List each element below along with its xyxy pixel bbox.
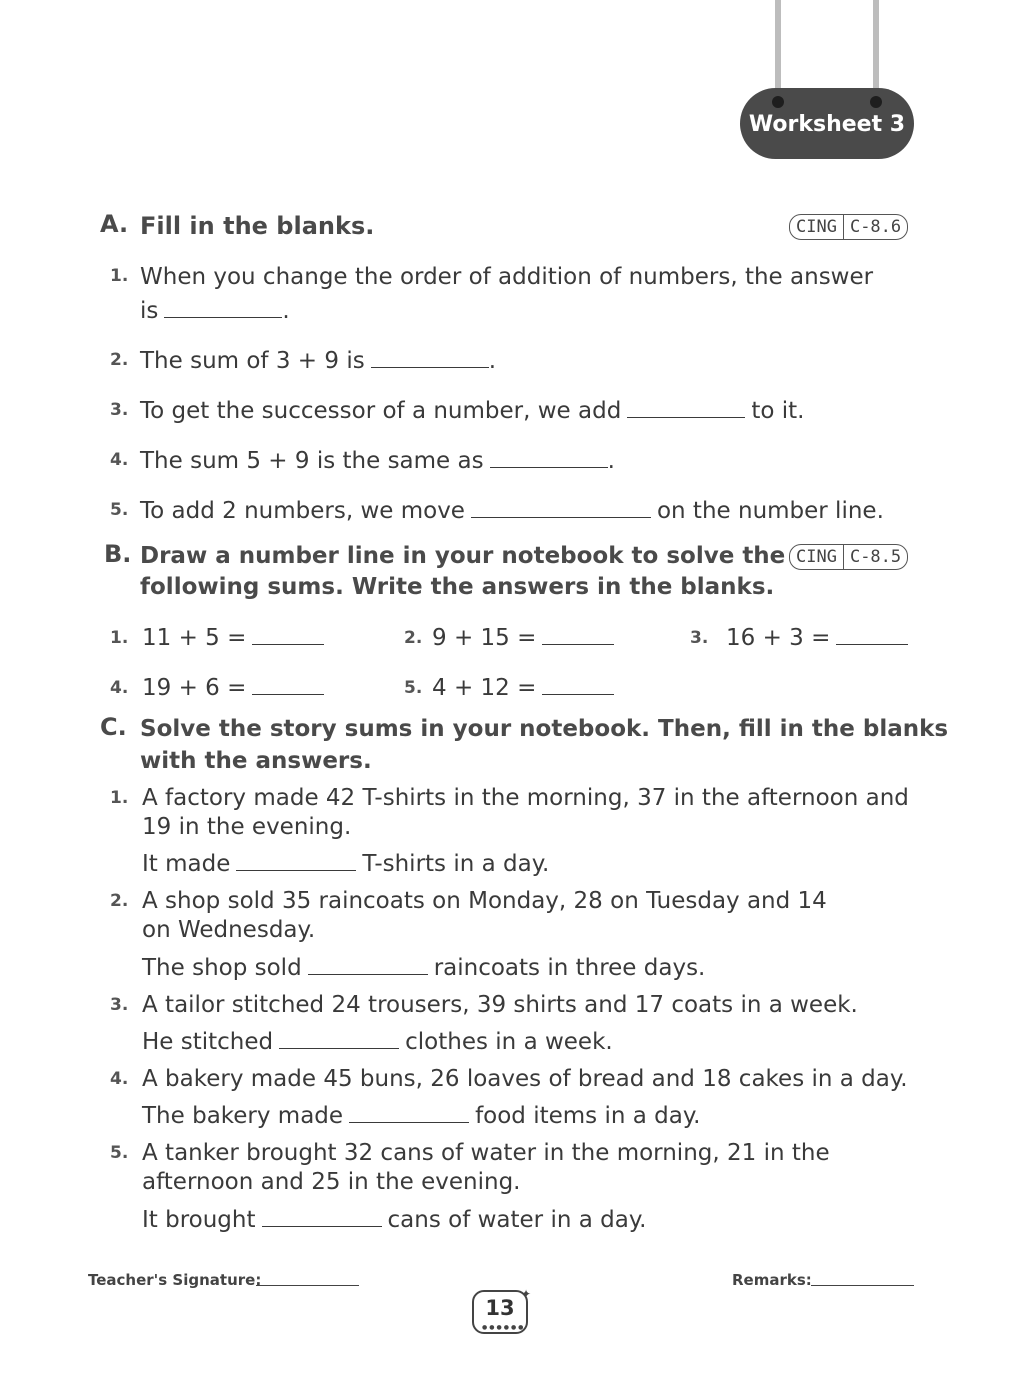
page-number: 13 <box>485 1296 515 1320</box>
teacher-signature-line[interactable] <box>256 1285 359 1286</box>
b-item-3-blank[interactable] <box>836 643 908 645</box>
c-item-2-answer-line: The shop sold raincoats in three days. <box>142 955 706 981</box>
c-item-4-line-1: A bakery made 45 buns, 26 loaves of bread and 18 cakes in a day. <box>142 1066 908 1092</box>
section-b-title-line-2: following sums. Write the answers in the blanks. <box>140 574 775 600</box>
b-item-1-num: 1. <box>110 628 129 648</box>
a-item-1-blank[interactable] <box>164 316 282 318</box>
worksheet-tag <box>740 88 914 159</box>
section-c-letter: C. <box>100 713 127 741</box>
c-item-2-line-1: A shop sold 35 raincoats on Monday, 28 on Tuesday and 14 <box>142 888 827 914</box>
page-number-badge <box>472 1290 528 1334</box>
a-item-4-text: The sum 5 + 9 is the same as . <box>140 448 615 474</box>
c-item-1-blank[interactable] <box>236 869 356 871</box>
c-item-5-line-2: afternoon and 25 in the evening. <box>142 1169 521 1195</box>
c-item-3-blank[interactable] <box>279 1047 399 1049</box>
a-item-4-num: 4. <box>110 450 129 470</box>
c-item-3-answer-line: He stitched clothes in a week. <box>142 1029 613 1055</box>
section-b-cing-badge: CING C-8.5 <box>789 544 908 570</box>
b-item-5-num: 5. <box>404 678 423 698</box>
b-item-4-blank[interactable] <box>252 693 324 695</box>
b-item-3-num: 3. <box>690 628 709 648</box>
a-item-2-text: The sum of 3 + 9 is . <box>140 348 497 374</box>
c-item-3-num: 3. <box>110 995 129 1015</box>
c-item-5-blank[interactable] <box>262 1225 382 1227</box>
c-item-4-blank[interactable] <box>349 1121 469 1123</box>
b-item-2-blank[interactable] <box>542 643 614 645</box>
a-item-3-text: To get the successor of a number, we add to it. <box>140 398 805 424</box>
c-item-5-line-1: A tanker brought 32 cans of water in the morning, 21 in the <box>142 1140 830 1166</box>
remarks-label: Remarks: <box>732 1271 812 1289</box>
section-b-title-line-1: Draw a number line in your notebook to solve the <box>140 543 786 569</box>
c-item-1-num: 1. <box>110 788 129 808</box>
a-item-2-num: 2. <box>110 350 129 370</box>
a-item-5-num: 5. <box>110 500 129 520</box>
hanging-string-right <box>873 0 879 98</box>
hanging-string-left <box>775 0 781 98</box>
b-item-3-text: 16 + 3 = <box>726 623 914 653</box>
section-a-title: Fill in the blanks. <box>140 212 375 240</box>
star-icon: ✦ <box>521 1287 532 1301</box>
c-item-2-num: 2. <box>110 891 129 911</box>
c-item-2-line-2: on Wednesday. <box>142 917 316 943</box>
a-item-3-num: 3. <box>110 400 129 420</box>
tag-hole-right <box>870 96 882 108</box>
c-item-5-num: 5. <box>110 1143 129 1163</box>
tag-hole-left <box>772 96 784 108</box>
a-item-2-blank[interactable] <box>371 366 489 368</box>
c-item-1-line-1: A factory made 42 T-shirts in the morning, 37 in the afternoon and <box>142 785 909 811</box>
b-item-5-blank[interactable] <box>542 693 614 695</box>
section-c-title-line-1: Solve the story sums in your notebook. Then, fill in the blanks <box>140 716 949 742</box>
a-item-5-text: To add 2 numbers, we move on the number line. <box>140 498 884 524</box>
c-item-4-num: 4. <box>110 1069 129 1089</box>
badge-dots-icon: ●●●●●● <box>482 1324 526 1331</box>
a-item-1-answer-line: is . <box>140 298 290 324</box>
b-item-4-num: 4. <box>110 678 129 698</box>
b-item-2-text: 9 + 15 = <box>432 623 620 653</box>
a-item-5-blank[interactable] <box>471 516 651 518</box>
c-item-1-answer-line: It made T-shirts in a day. <box>142 851 550 877</box>
section-c-title-line-2: with the answers. <box>140 748 372 774</box>
a-item-1-text: When you change the order of addition of numbers, the answer <box>140 264 874 290</box>
b-item-2-num: 2. <box>404 628 423 648</box>
worksheet-label: Worksheet 3 <box>748 112 906 137</box>
teacher-signature-label: Teacher's Signature: <box>88 1271 262 1289</box>
c-item-5-answer-line: It brought cans of water in a day. <box>142 1207 647 1233</box>
c-item-4-answer-line: The bakery made food items in a day. <box>142 1103 701 1129</box>
b-item-5-text: 4 + 12 = <box>432 673 620 703</box>
b-item-4-text: 19 + 6 = <box>142 673 330 703</box>
a-item-4-blank[interactable] <box>490 466 608 468</box>
remarks-line[interactable] <box>811 1285 914 1286</box>
a-item-3-blank[interactable] <box>627 416 745 418</box>
b-item-1-text: 11 + 5 = <box>142 623 330 653</box>
a-item-1-num: 1. <box>110 266 129 286</box>
c-item-2-blank[interactable] <box>308 973 428 975</box>
b-item-1-blank[interactable] <box>252 643 324 645</box>
section-a-letter: A. <box>100 210 129 238</box>
c-item-3-line-1: A tailor stitched 24 trousers, 39 shirts and 17 coats in a week. <box>142 992 858 1018</box>
section-a-cing-badge: CING C-8.6 <box>789 214 908 240</box>
section-b-letter: B. <box>104 540 132 568</box>
c-item-1-line-2: 19 in the evening. <box>142 814 352 840</box>
